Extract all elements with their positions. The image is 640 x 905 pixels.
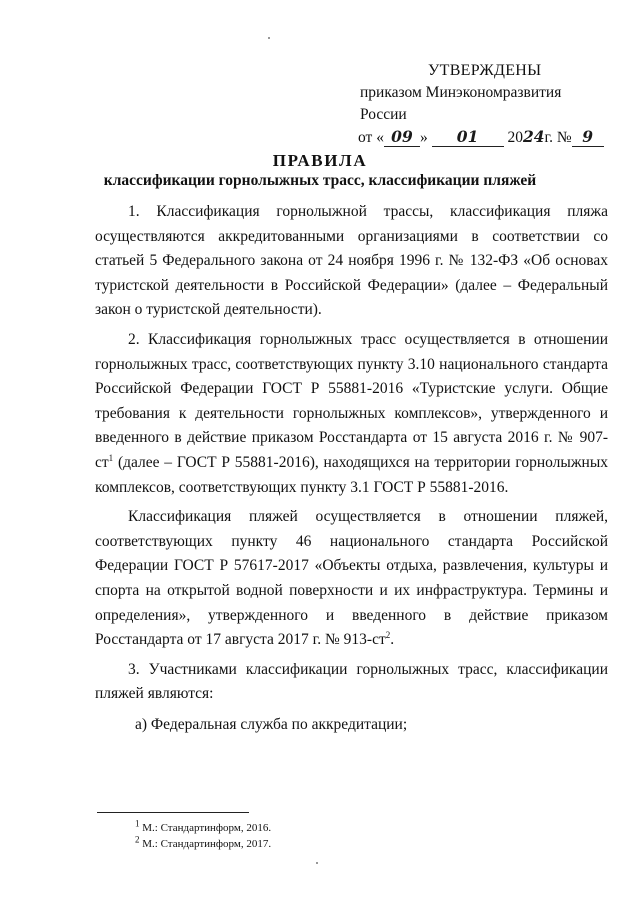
footnote-2-text: М.: Стандартинформ, 2017. [139, 838, 272, 850]
paragraph-3-text-cont: . [390, 631, 395, 649]
paragraph-3 [95, 505, 608, 653]
paragraph-2-text: 2. Классификация горнолыжных трасс осуществляется в отношении горнолыжных трасс, соответствующих пункту 3.10 национального стандарта Российской Федерации ГОСТ Р 55881-2016 «Туристские услуги. Общие требования к деятельности горнолыжных комплексов», утвержденного и введенного в действие приказом Росстандарта от 15 августа 2016 г. № 907-ст [95, 330, 608, 471]
document-subtitle: классификации горнолыжных трасс, классификации пляжей [103, 172, 537, 189]
footnote-divider [97, 812, 249, 813]
paragraph-2-text-cont: (далее – ГОСТ Р 55881-2016), находящихся на территории горнолыжных комплексов, соответствующих пункту 3.1 ГОСТ Р 55881-2016. [95, 453, 608, 496]
footnote-1-text: М.: Стандартинформ, 2016. [139, 822, 272, 834]
order-year-suffix: 24 [522, 127, 545, 146]
footnote-ref-2: 2 [385, 629, 391, 640]
approved-heading: УТВЕРЖДЕНЫ [428, 62, 542, 79]
footnote-1 [135, 820, 271, 836]
paragraph-1: 1. Классификация горнолыжной трассы, классификация пляжа осуществляются аккредитованными организациями в соответствии со статьей 5 Федерального закона от 24 ноября 1996 г. № 132-ФЗ «Об основах туристской деятельности в Российской Федерации» (далее – Федеральный закон о туристской деятельности). [95, 203, 608, 319]
scan-speck [316, 862, 318, 864]
footnote-ref-1: 1 [108, 452, 114, 463]
footnote-2 [135, 836, 271, 852]
order-month: 01 [432, 128, 504, 147]
scan-speck [268, 37, 270, 39]
order-date-line [348, 126, 608, 149]
footnote-2-mark: 2 [135, 834, 140, 845]
footnote-1-mark: 1 [135, 818, 140, 829]
year-word: г. № [544, 129, 572, 146]
order-line: приказом Минэкономразвития России [360, 84, 562, 123]
paragraph-2 [95, 328, 608, 500]
date-prefix: от « [358, 129, 384, 146]
document-body [95, 200, 608, 737]
order-number: 9 [572, 128, 604, 147]
list-item-a: а) Федеральная служба по аккредитации; [135, 715, 408, 733]
date-mid: » [419, 129, 428, 146]
footnotes [135, 820, 271, 852]
document-title: ПРАВИЛА [272, 151, 368, 170]
paragraph-3-text: Классификация пляжей осуществляется в отношении пляжей, соответствующих пункту 46 национального стандарта Российской Федерации ГОСТ Р 57617-2017 «Объекты отдыха, развлечения, культуры и спорта на открытой водной поверхности и их инфраструктура. Термины и определения», утвержденного и введенного в действие приказом Росстандарта от 17 августа 2017 г. № 913-ст [95, 508, 608, 649]
approval-block [348, 60, 608, 149]
year-prefix: 20 [507, 129, 523, 146]
paragraph-4: 3. Участниками классификации горнолыжных трасс, классификации пляжей являются: [95, 660, 608, 703]
order-day: 09 [384, 128, 420, 147]
